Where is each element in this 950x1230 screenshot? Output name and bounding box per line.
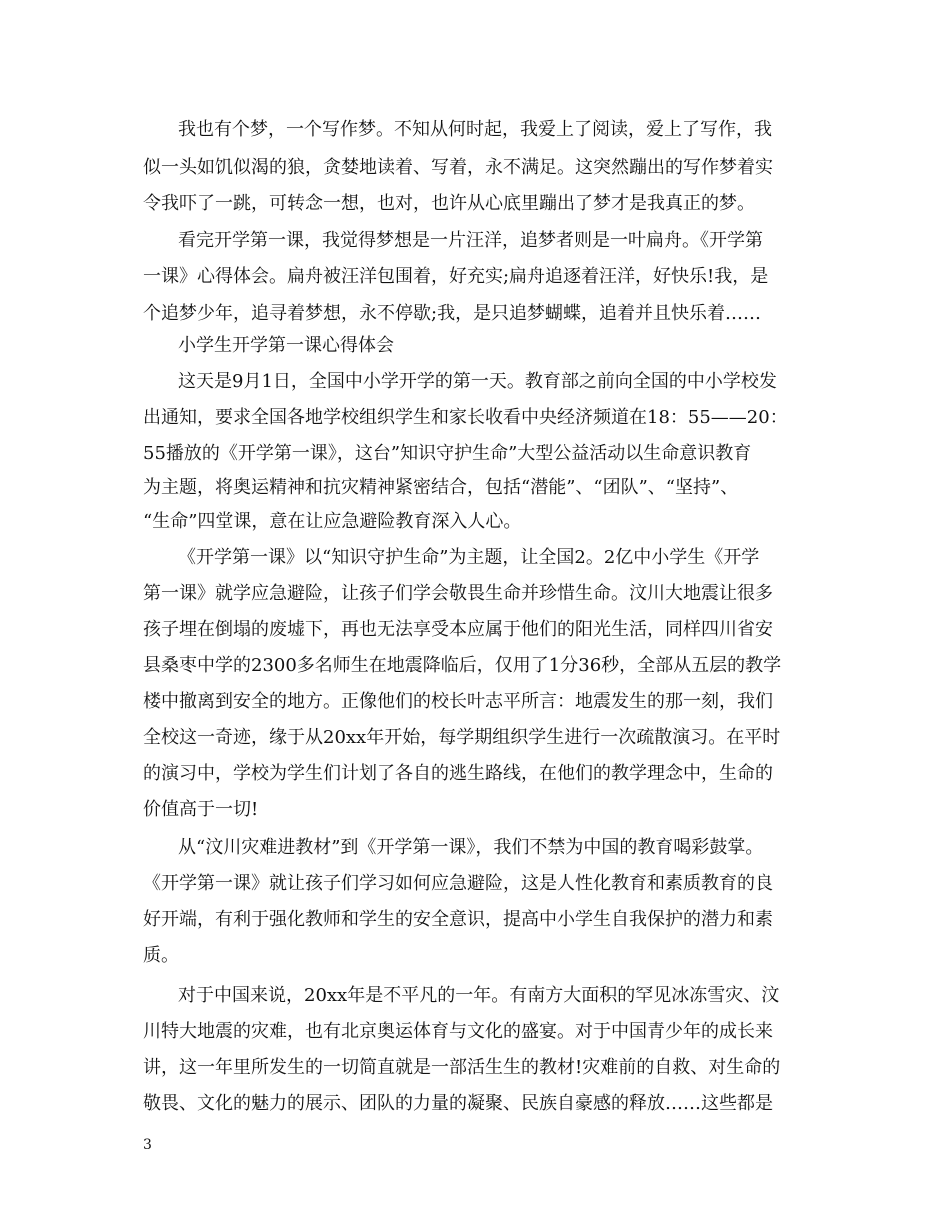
text-line: 楼中撤离到安全的地方。正像他们的校长叶志平所言：地震发生的那一刻，我们 xyxy=(143,691,773,712)
text-line: 我也有个梦，一个写作梦。不知从何时起，我爱上了阅读，爱上了写作，我 xyxy=(178,119,772,140)
text-line: 川特大地震的灾难，也有北京奥运体育与文化的盛宴。对于中国青少年的成长来 xyxy=(143,1021,773,1042)
text-line: 孩子埋在倒塌的废墟下，再也无法享受本应属于他们的阳光生活，同样四川省安 xyxy=(143,619,773,640)
text-line: 55播放的《开学第一课》，这台”知识守护生命”大型公益活动以生命意识教育 xyxy=(143,443,752,464)
section-title: 小学生开学第一课心得体会 xyxy=(178,335,394,356)
page-number: 3 xyxy=(143,1137,152,1153)
text-line: 看完开学第一课，我觉得梦想是一片汪洋，追梦者则是一叶扁舟。《开学第 xyxy=(178,230,763,251)
text-line: 《开学第一课》以“知识守护生命”为主题，让全国2。2亿中小学生《开学 xyxy=(178,547,760,568)
text-line: 对于中国来说，20xx年是不平凡的一年。有南方大面积的罕见冰冻雪灾、汶 xyxy=(178,985,780,1006)
text-line: 价值高于一切! xyxy=(143,799,259,820)
text-line: 的演习中，学校为学生们计划了各自的逃生路线，在他们的教学理念中，生命的 xyxy=(143,763,773,784)
text-line: 令我吓了一跳，可转念一想，也对，也许从心底里蹦出了梦才是我真正的梦。 xyxy=(143,193,755,214)
text-line: 个追梦少年，追寻着梦想，永不停歇;我，是只追梦蝴蝶，追着并且快乐着…… xyxy=(143,303,762,324)
text-line: 质。 xyxy=(143,945,179,966)
text-line: 全校这一奇迹，缘于从20xx年开始，每学期组织学生进行一次疏散演习。在平时 xyxy=(143,727,781,748)
text-line: 这天是9月1日，全国中小学开学的第一天。教育部之前向全国的中小学校发 xyxy=(178,371,777,392)
text-line: 《开学第一课》就让孩子们学习如何应急避险，这是人性化教育和素质教育的良 xyxy=(143,873,773,894)
text-line: 敬畏、文化的魅力的展示、团队的力量的凝聚、民族自豪感的释放……这些都是 xyxy=(143,1093,773,1114)
text-line: 第一课》就学应急避险，让孩子们学会敬畏生命并珍惜生命。汶川大地震让很多 xyxy=(143,583,773,604)
text-line: 出通知，要求全国各地学校组织学生和家长收看中央经济频道在18：55——20： xyxy=(143,407,788,428)
text-line: 似一头如饥似渴的狼，贪婪地读着、写着，永不满足。这突然蹦出的写作梦着实 xyxy=(143,157,773,178)
text-line: 县桑枣中学的2300多名师生在地震降临后，仅用了1分36秒，全部从五层的教学 xyxy=(143,655,782,676)
text-line: 一课》心得体会。扁舟被汪洋包围着，好充实;扁舟追逐着汪洋，好快乐!我，是 xyxy=(143,266,769,287)
text-line: “生命”四堂课，意在让应急避险教育深入人心。 xyxy=(143,511,522,532)
text-line: 好开端，有利于强化教师和学生的安全意识，提高中小学生自我保护的潜力和素 xyxy=(143,909,773,930)
text-line: 为主题，将奥运精神和抗灾精神紧密结合，包括“潜能”、“团队”、“坚持”、 xyxy=(143,477,739,498)
text-line: 讲，这一年里所发生的一切简直就是一部活生生的教材!灾难前的自救、对生命的 xyxy=(143,1057,781,1078)
text-line: 从“汶川灾难进教材”到《开学第一课》，我们不禁为中国的教育喝彩鼓掌。 xyxy=(178,837,764,858)
